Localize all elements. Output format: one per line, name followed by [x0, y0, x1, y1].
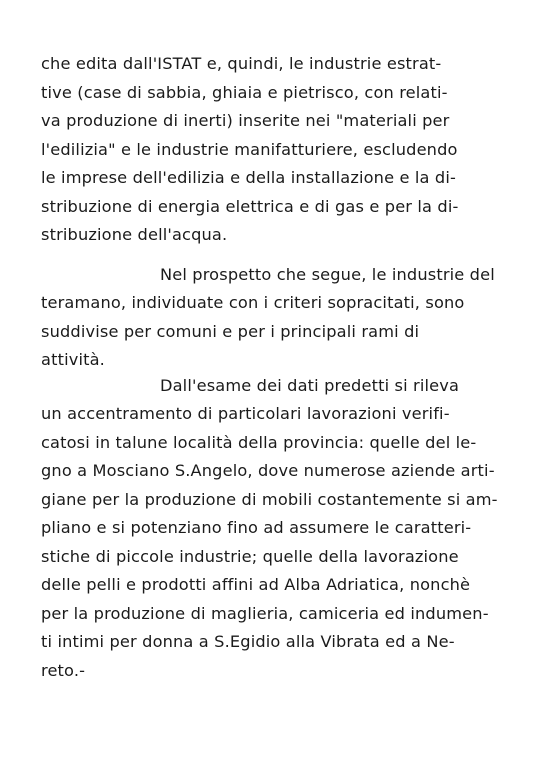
text-line: gno a Mosciano S.Angelo, dove numerose aziende arti-: [41, 461, 495, 480]
text-line: ti intimi per donna a S.Egidio alla Vibrata ed a Ne-: [41, 632, 455, 651]
text-line: va produzione di inerti) inserite nei "materiali per: [41, 111, 450, 130]
text-line: catosi in talune località della provincia: quelle del le-: [41, 433, 477, 452]
text-line: tive (case di sabbia, ghiaia e pietrisco, con relati-: [41, 83, 448, 102]
text-line: Dall'esame dei dati predetti si rileva: [160, 376, 460, 395]
text-line: delle pelli e prodotti affini ad Alba Adriatica, nonchè: [41, 575, 471, 594]
text-line: reto.-: [41, 661, 86, 680]
text-line: attività.: [41, 350, 105, 369]
text-line: per la produzione di maglieria, camiceria ed indumen-: [41, 604, 489, 623]
text-line: Nel prospetto che segue, le industrie del: [160, 265, 495, 284]
text-line: che edita dall'ISTAT e, quindi, le industrie estrat-: [41, 54, 442, 73]
text-line: suddivise per comuni e per i principali rami di: [41, 322, 420, 341]
text-line: un accentramento di particolari lavorazioni verifi-: [41, 404, 450, 423]
text-line: stribuzione di energia elettrica e di gas e per la di-: [41, 197, 459, 216]
text-line: stiche di piccole industrie; quelle della lavorazione: [41, 547, 459, 566]
text-line: giane per la produzione di mobili costantemente si am-: [41, 490, 498, 509]
text-line: teramano, individuate con i criteri sopracitati, sono: [41, 293, 465, 312]
text-line: stribuzione dell'acqua.: [41, 225, 228, 244]
text-line: le imprese dell'edilizia e della installazione e la di-: [41, 168, 456, 187]
text-line: l'edilizia" e le industrie manifatturiere, escludendo: [41, 140, 458, 159]
text-line: pliano e si potenziano fino ad assumere le caratteri-: [41, 518, 472, 537]
